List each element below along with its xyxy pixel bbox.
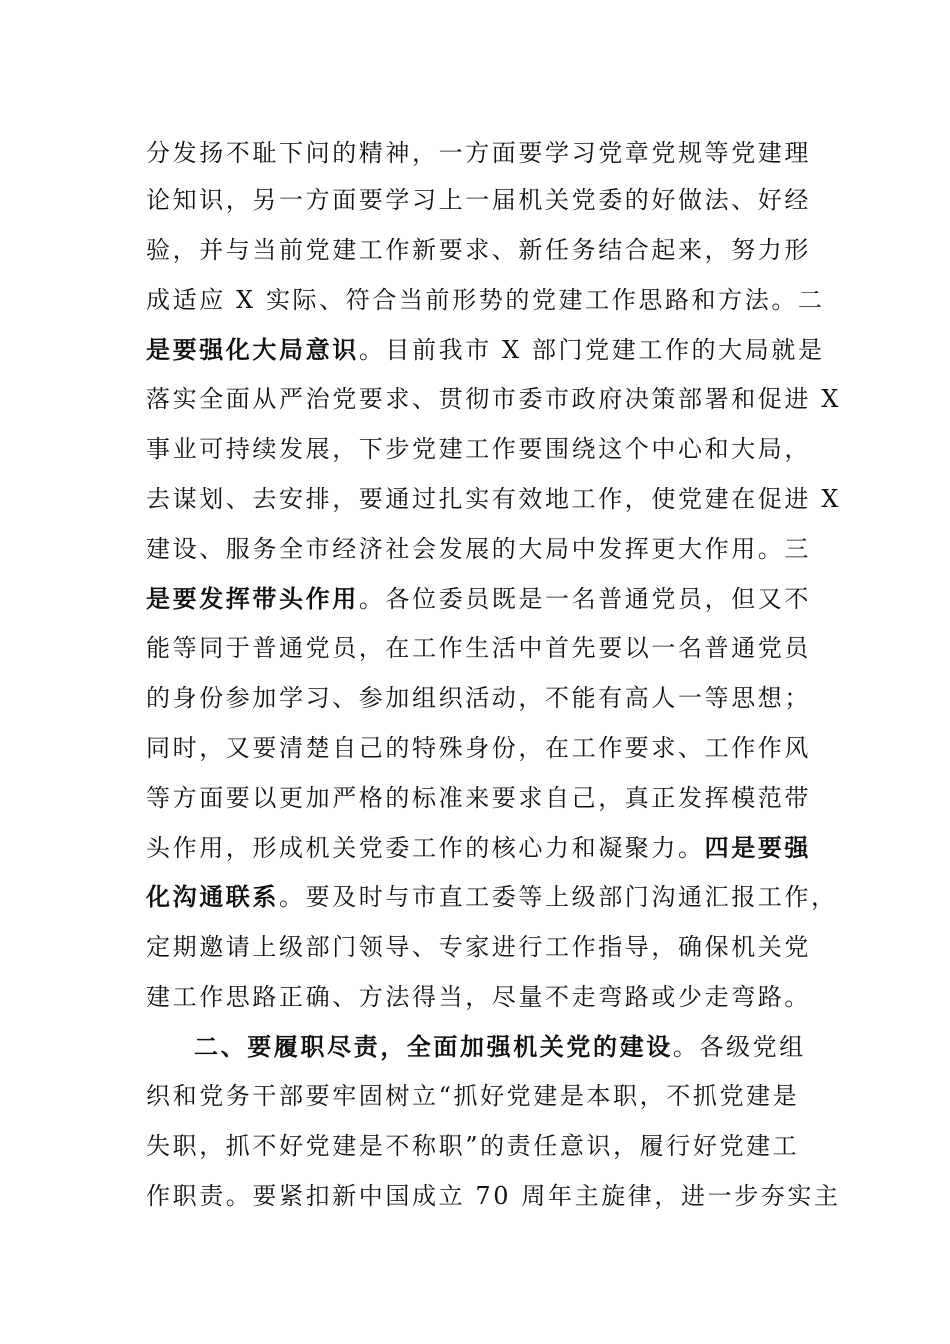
text-line [146,1176,841,1216]
text-run: 。各级党组 [672,1033,806,1061]
text-line [146,379,841,419]
text-line [146,828,826,868]
text-line [146,977,826,1017]
text-run: 能等同于普通党员，在工作生活中首先要以一名普通党员 [146,634,811,662]
text-run: 建设、服务全市经济社会发展的大局中发挥更大作用。三 [146,535,811,563]
text-run: 织和党务干部要牢固树立“抓好党建是本职，不抓党建是 [146,1082,800,1110]
text-line [146,579,826,619]
text-run: 。要及时与市直工委等上级部门沟通汇报工作， [279,883,838,911]
text-run: 。各位委员既是一名普通党员，但又不 [358,585,812,613]
text-line [146,133,826,173]
text-line [146,230,826,270]
text-line [146,728,826,768]
bold-heading-run: 化沟通联系 [146,882,279,911]
text-line [146,1126,826,1166]
text-run: 定期邀请上级部门领导、专家进行工作指导，确保机关党 [146,933,811,961]
section-heading-run: 二、要履职尽责，全面加强机关党的建设 [194,1032,673,1061]
text-run: 分发扬不耻下问的精神，一方面要学习党章党规等党建理 [146,139,811,167]
text-run: 头作用，形成机关党委工作的核心力和凝聚力。 [146,834,705,862]
text-run: 等方面要以更加严格的标准来要求自己，真正发挥模范带 [146,784,811,812]
text-run: 验，并与当前党建工作新要求、新任务结合起来，努力形 [146,236,811,264]
text-line [146,180,826,220]
bold-heading-run: 四是要强 [704,833,812,862]
text-run: 去谋划、去安排，要通过扎实有效地工作，使党建在促进 X [146,485,841,513]
text-line [146,429,826,469]
text-run: 同时，又要清楚自己的特殊身份，在工作要求、工作作风 [146,734,811,762]
text-line [146,778,826,818]
bold-heading-run: 是要发挥带头作用 [146,584,359,613]
text-run: 落实全面从严治党要求、贯彻市委市政府决策部署和促进 X [146,385,841,413]
text-line [146,877,838,917]
text-run: 失职，抓不好党建是不称职”的责任意识，履行好党建工 [146,1132,800,1160]
text-run: 的身份参加学习、参加组织活动，不能有高人一等思想； [146,684,811,712]
text-line [146,479,841,519]
text-line [146,330,826,370]
bold-heading-run: 是要强化大局意识 [146,335,359,364]
text-run: 成适应 X 实际、符合当前形势的党建工作思路和方法。二 [146,286,825,314]
text-line [146,280,826,320]
text-run: 事业可持续发展，下步党建工作要围绕这个中心和大局， [146,435,811,463]
text-run: 论知识，另一方面要学习上一届机关党委的好做法、好经 [146,186,811,214]
text-line [146,678,826,718]
text-line [146,628,826,668]
text-run: 作职责。要紧扣新中国成立 70 周年主旋律，进一步夯实主 [146,1182,841,1210]
section-heading-line [194,1027,826,1067]
text-line [146,927,826,967]
text-line [146,1076,826,1116]
text-line [146,529,826,569]
text-run: 。目前我市 X 部门党建工作的大局就是 [358,336,825,364]
text-run: 建工作思路正确、方法得当，尽量不走弯路或少走弯路。 [146,983,811,1011]
